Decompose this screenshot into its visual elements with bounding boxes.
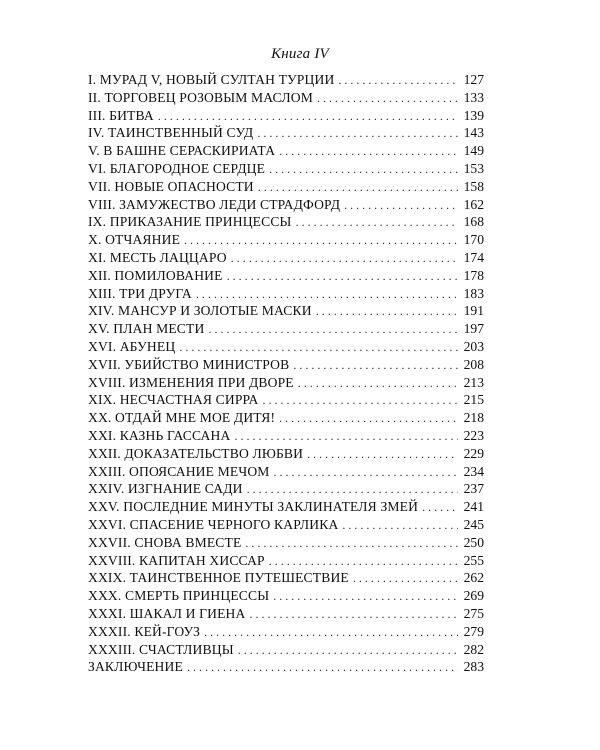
toc-leader-dots: [353, 570, 458, 588]
toc-entry-page-number: 234: [463, 463, 484, 479]
toc-entry-title: XVII. УБИЙСТВО МИНИСТРОВ: [88, 356, 290, 372]
toc-entry-title: VI. БЛАГОРОДНОЕ СЕРДЦЕ: [88, 160, 266, 176]
toc-leader-dots: [273, 588, 458, 606]
toc-leader-dots: [262, 392, 458, 410]
toc-leader-dots: [184, 232, 458, 250]
toc-entry: [88, 124, 484, 142]
toc-entry: [88, 338, 484, 356]
toc-leader-dots: [316, 303, 458, 321]
toc-leader-dots: [158, 108, 458, 126]
toc-entry-page-number: 283: [463, 659, 484, 675]
toc-leader-dots: [258, 179, 458, 197]
toc-entry-page-number: 162: [463, 196, 484, 212]
toc-entry-page-number: 213: [463, 374, 484, 390]
toc-entry-title: XXVIII. КАПИТАН ХИССАР: [88, 552, 265, 568]
table-of-contents: [88, 71, 484, 676]
toc-entry: [88, 569, 484, 587]
toc-leader-dots: [422, 499, 458, 517]
toc-entry-page-number: 275: [463, 605, 484, 621]
toc-entry: [88, 623, 484, 641]
toc-leader-dots: [307, 446, 458, 464]
toc-entry-page-number: 229: [463, 445, 484, 461]
toc-entry-title: XIII. ТРИ ДРУГА: [88, 285, 192, 301]
toc-leader-dots: [257, 125, 458, 143]
toc-entry-title: XV. ПЛАН МЕСТИ: [88, 321, 205, 337]
toc-entry: [88, 498, 484, 516]
toc-entry-title: VII. НОВЫЕ ОПАСНОСТИ: [88, 178, 254, 194]
toc-entry: [88, 160, 484, 178]
toc-leader-dots: [196, 286, 458, 304]
toc-entry-title: XXXII. КЕЙ-ГОУЗ: [88, 623, 201, 639]
toc-entry-page-number: 269: [463, 588, 484, 604]
toc-entry-title: XI. МЕСТЬ ЛАЦЦАРО: [88, 249, 227, 265]
toc-entry-page-number: 153: [463, 160, 484, 176]
toc-entry-page-number: 215: [463, 392, 484, 408]
toc-leader-dots: [344, 197, 458, 215]
toc-entry: [88, 658, 484, 676]
toc-leader-dots: [317, 90, 458, 108]
toc-entry: [88, 552, 484, 570]
toc-leader-dots: [342, 517, 458, 535]
toc-entry-page-number: 203: [463, 338, 484, 354]
toc-leader-dots: [274, 464, 458, 482]
toc-entry-page-number: 178: [463, 267, 484, 283]
toc-entry-page-number: 191: [463, 303, 484, 319]
toc-leader-dots: [269, 161, 458, 179]
toc-leader-dots: [298, 375, 458, 393]
toc-entry-page-number: 218: [463, 410, 484, 426]
toc-leader-dots: [204, 624, 458, 642]
toc-entry-page-number: 282: [463, 641, 484, 657]
toc-entry: [88, 107, 484, 125]
toc-entry: [88, 267, 484, 285]
toc-leader-dots: [179, 339, 458, 357]
toc-leader-dots: [296, 214, 458, 232]
toc-entry-page-number: 241: [463, 499, 484, 515]
toc-leader-dots: [245, 535, 458, 553]
toc-entry: [88, 196, 484, 214]
toc-entry-title: V. В БАШНЕ СЕРАСКИРИАТА: [88, 143, 276, 159]
toc-entry-page-number: 168: [463, 214, 484, 230]
toc-entry-title: XIV. МАНСУР И ЗОЛОТЫЕ МАСКИ: [88, 303, 312, 319]
toc-entry-page-number: 149: [463, 143, 484, 159]
toc-entry: [88, 516, 484, 534]
toc-leader-dots: [187, 659, 458, 677]
toc-leader-dots: [293, 357, 458, 375]
toc-entry: [88, 480, 484, 498]
toc-entry-title: I. МУРАД V, НОВЫЙ СУЛТАН ТУРЦИИ: [88, 72, 335, 87]
toc-entry-title: XII. ПОМИЛОВАНИЕ: [88, 267, 223, 283]
toc-entry-page-number: 208: [463, 356, 484, 372]
toc-leader-dots: [234, 428, 458, 446]
toc-leader-dots: [247, 481, 458, 499]
toc-entry-title: IV. ТАИНСТВЕННЫЙ СУД: [88, 125, 254, 141]
toc-entry: [88, 320, 484, 338]
toc-entry-title: XXVII. СНОВА ВМЕСТЕ: [88, 534, 242, 550]
toc-entry-title: IX. ПРИКАЗАНИЕ ПРИНЦЕССЫ: [88, 214, 292, 230]
toc-entry-title: XXX. СМЕРТЬ ПРИНЦЕССЫ: [88, 588, 270, 604]
toc-leader-dots: [269, 553, 458, 571]
toc-entry-page-number: 279: [463, 623, 484, 639]
toc-entry-page-number: 245: [463, 516, 484, 532]
toc-entry: [88, 231, 484, 249]
toc-entry-title: XXI. КАЗНЬ ГАССАНА: [88, 427, 231, 443]
toc-entry-title: XVI. АБУНЕЦ: [88, 338, 176, 354]
toc-entry: [88, 587, 484, 605]
toc-entry-title: XXXIII. СЧАСТЛИВЦЫ: [88, 641, 234, 657]
toc-leader-dots: [227, 268, 458, 286]
toc-entry: [88, 142, 484, 160]
toc-entry-title: XX. ОТДАЙ МНЕ МОЕ ДИТЯ!: [88, 410, 276, 426]
toc-leader-dots: [279, 143, 458, 161]
toc-entry-page-number: 133: [463, 89, 484, 105]
toc-entry-title: XXV. ПОСЛЕДНИЕ МИНУТЫ ЗАКЛИНАТЕЛЯ ЗМЕЙ: [88, 499, 419, 515]
toc-leader-dots: [238, 642, 458, 660]
toc-entry: [88, 249, 484, 267]
toc-entry-page-number: 139: [463, 107, 484, 123]
toc-leader-dots: [250, 606, 459, 624]
toc-entry-title: VIII. ЗАМУЖЕСТВО ЛЕДИ СТРАДФОРД: [88, 196, 341, 212]
toc-entry: [88, 463, 484, 481]
toc-entry: [88, 605, 484, 623]
toc-entry-page-number: 174: [463, 249, 484, 265]
toc-entry: [88, 427, 484, 445]
toc-entry-title: XVIII. ИЗМЕНЕНИЯ ПРИ ДВОРЕ: [88, 374, 294, 390]
toc-entry-page-number: 197: [463, 321, 484, 337]
toc-leader-dots: [208, 321, 458, 339]
toc-entry: [88, 302, 484, 320]
toc-entry-page-number: 183: [463, 285, 484, 301]
toc-entry-page-number: 143: [463, 125, 484, 141]
toc-entry-page-number: 170: [463, 232, 484, 248]
toc-entry: [88, 89, 484, 107]
toc-entry-page-number: 255: [463, 552, 484, 568]
toc-entry: [88, 285, 484, 303]
toc-entry-title: X. ОТЧАЯНИЕ: [88, 232, 181, 248]
toc-entry-title: XXIII. ОПОЯСАНИЕ МЕЧОМ: [88, 463, 270, 479]
toc-entry: [88, 178, 484, 196]
toc-entry-title: II. ТОРГОВЕЦ РОЗОВЫМ МАСЛОМ: [88, 89, 313, 105]
toc-entry: [88, 534, 484, 552]
toc-entry: [88, 409, 484, 427]
toc-entry-title: XIX. НЕСЧАСТНАЯ СИРРА: [88, 392, 259, 408]
toc-entry-title: XXXI. ШАКАЛ И ГИЕНА: [88, 605, 246, 621]
toc-entry-page-number: 158: [463, 178, 484, 194]
toc-entry-page-number: 223: [463, 427, 484, 443]
toc-entry: [88, 445, 484, 463]
toc-entry-page-number: 127: [463, 72, 484, 87]
toc-leader-dots: [338, 72, 458, 90]
toc-entry-title: XXII. ДОКАЗАТЕЛЬСТВО ЛЮБВИ: [88, 445, 304, 461]
toc-entry: [88, 71, 484, 89]
toc-entry: [88, 391, 484, 409]
toc-entry: [88, 641, 484, 659]
toc-entry-title: XXIX. ТАИНСТВЕННОЕ ПУТЕШЕСТВИЕ: [88, 570, 349, 586]
toc-entry: [88, 374, 484, 392]
toc-entry-title: XXIV. ИЗГНАНИЕ САДИ: [88, 481, 243, 497]
toc-entry: [88, 356, 484, 374]
toc-leader-dots: [279, 410, 458, 428]
toc-entry: [88, 213, 484, 231]
book-part-heading: Книга IV: [271, 46, 329, 62]
toc-entry-page-number: 262: [463, 570, 484, 586]
toc-entry-page-number: 250: [463, 534, 484, 550]
toc-entry-title: ЗАКЛЮЧЕНИЕ: [88, 659, 183, 675]
toc-entry-title: III. БИТВА: [88, 107, 154, 123]
toc-entry-title: XXVI. СПАСЕНИЕ ЧЕРНОГО КАРЛИКА: [88, 516, 339, 532]
toc-entry-page-number: 237: [463, 481, 484, 497]
toc-leader-dots: [231, 250, 458, 268]
